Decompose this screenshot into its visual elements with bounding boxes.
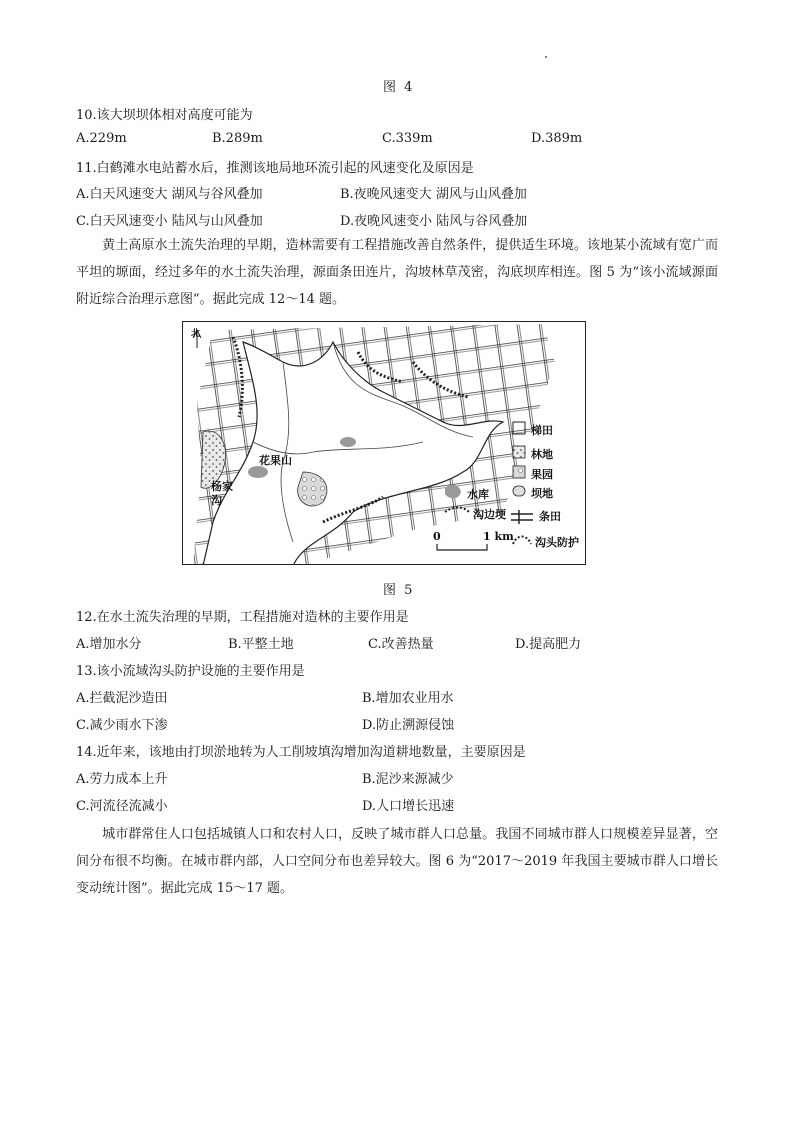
passage-loess-plateau bbox=[76, 232, 718, 313]
place-label-huaguoshan: 花果山 bbox=[259, 454, 292, 467]
legend-gully-ridge: 沟边埂 bbox=[473, 508, 506, 521]
q11-option-a[interactable]: A.白天风速变大 湖风与谷风叠加 bbox=[76, 187, 263, 202]
q10-option-c[interactable]: C.339m bbox=[382, 131, 433, 146]
legend-tiaotian: 条田 bbox=[539, 510, 561, 523]
place-label-yangjiagou: 杨家沟 bbox=[211, 480, 233, 507]
q13-option-a[interactable]: A.拦截泥沙造田 bbox=[76, 691, 168, 706]
map-drawing bbox=[183, 322, 586, 565]
q12-option-b[interactable]: B.平整土地 bbox=[228, 637, 294, 652]
legend-symbol-gully-head bbox=[513, 537, 531, 545]
q12-option-c[interactable]: C.改善热量 bbox=[368, 637, 434, 652]
q10-stem: 10.该大坝坝体相对高度可能为 bbox=[76, 108, 253, 123]
q10-option-b[interactable]: B.289m bbox=[212, 131, 263, 146]
legend-terrace: 梯田 bbox=[531, 424, 553, 437]
q13-option-c[interactable]: C.减少雨水下渗 bbox=[76, 718, 168, 733]
q10-option-a[interactable]: A.229m bbox=[76, 131, 127, 146]
scale-bar bbox=[437, 544, 487, 550]
q11-option-d[interactable]: D.夜晚风速变小 陆风与谷风叠加 bbox=[340, 214, 528, 229]
legend-reservoir: 水库 bbox=[467, 488, 489, 501]
scale-label: 1 km bbox=[483, 530, 514, 543]
legend-symbol-orchard bbox=[513, 466, 525, 478]
q14-option-a[interactable]: A.劳力成本上升 bbox=[76, 772, 168, 787]
legend-forest: 林地 bbox=[531, 448, 553, 461]
passage-loess-plateau-text: 黄土高原水土流失治理的早期，造林需要有工程措施改善自然条件，提供适生环境。该地某小流域有宽广而平坦的塬面，经过多年的水土流失治理，源面条田连片，沟坡林草茂密，沟底坝库相连。图 5 为“该小流域源面附近综合治理示意图”。据此完成 12～14 题。 bbox=[76, 238, 718, 307]
passage-urban-agglomeration-text: 城市群常住人口包括城镇人口和农村人口，反映了城市群人口总量。我国不同城市群人口规模差异显著，空间分布很不均衡。在城市群内部，人口空间分布也差异较大。图 6 为“2017～2019 年我国主要城市群人口增长变动统计图”。据此完成 15～17 题。 bbox=[76, 827, 718, 896]
q12-stem: 12.在水土流失治理的早期，工程措施对造林的主要作用是 bbox=[76, 610, 409, 625]
q11-option-c[interactable]: C.白天风速变小 陆风与山风叠加 bbox=[76, 214, 263, 229]
q12-option-a[interactable]: A.增加水分 bbox=[76, 637, 142, 652]
q14-option-b[interactable]: B.泥沙来源减少 bbox=[362, 772, 454, 787]
q11-stem: 11.白鹤滩水电站蓄水后，推测该地局地环流引起的风速变化及原因是 bbox=[76, 161, 474, 176]
legend-symbol-dam-land bbox=[513, 486, 525, 496]
legend-symbol-tiaotian bbox=[511, 510, 533, 524]
passage-urban-agglomeration bbox=[76, 821, 718, 902]
q13-option-b[interactable]: B.增加农业用水 bbox=[362, 691, 454, 706]
q14-option-c[interactable]: C.河流径流减小 bbox=[76, 799, 168, 814]
figure4-caption: 图 4 bbox=[383, 80, 415, 95]
q12-option-d[interactable]: D.提高肥力 bbox=[515, 637, 582, 652]
q13-option-d[interactable]: D.防止溯源侵蚀 bbox=[362, 718, 455, 733]
legend-symbol-forest bbox=[513, 446, 525, 458]
north-label: 北 bbox=[191, 329, 201, 339]
q14-stem: 14.近年来，该地由打坝淤地转为人工削坡填沟增加沟道耕地数量，主要原因是 bbox=[76, 745, 526, 760]
legend-orchard: 果园 bbox=[531, 468, 553, 481]
legend-dam-land: 坝地 bbox=[531, 487, 553, 500]
q13-stem: 13.该小流域沟头防护设施的主要作用是 bbox=[76, 664, 305, 679]
stray-mark bbox=[545, 56, 547, 58]
figure5-map bbox=[182, 321, 586, 565]
q11-option-b[interactable]: B.夜晚风速变大 湖风与山风叠加 bbox=[340, 187, 527, 202]
figure5-caption: 图 5 bbox=[383, 583, 415, 598]
scale-zero: 0 bbox=[433, 530, 441, 543]
q10-option-d[interactable]: D.389m bbox=[531, 131, 583, 146]
legend-gully-head: 沟头防护 bbox=[535, 536, 579, 549]
reservoir bbox=[340, 437, 356, 447]
q14-option-d[interactable]: D.人口增长迅速 bbox=[362, 799, 455, 814]
